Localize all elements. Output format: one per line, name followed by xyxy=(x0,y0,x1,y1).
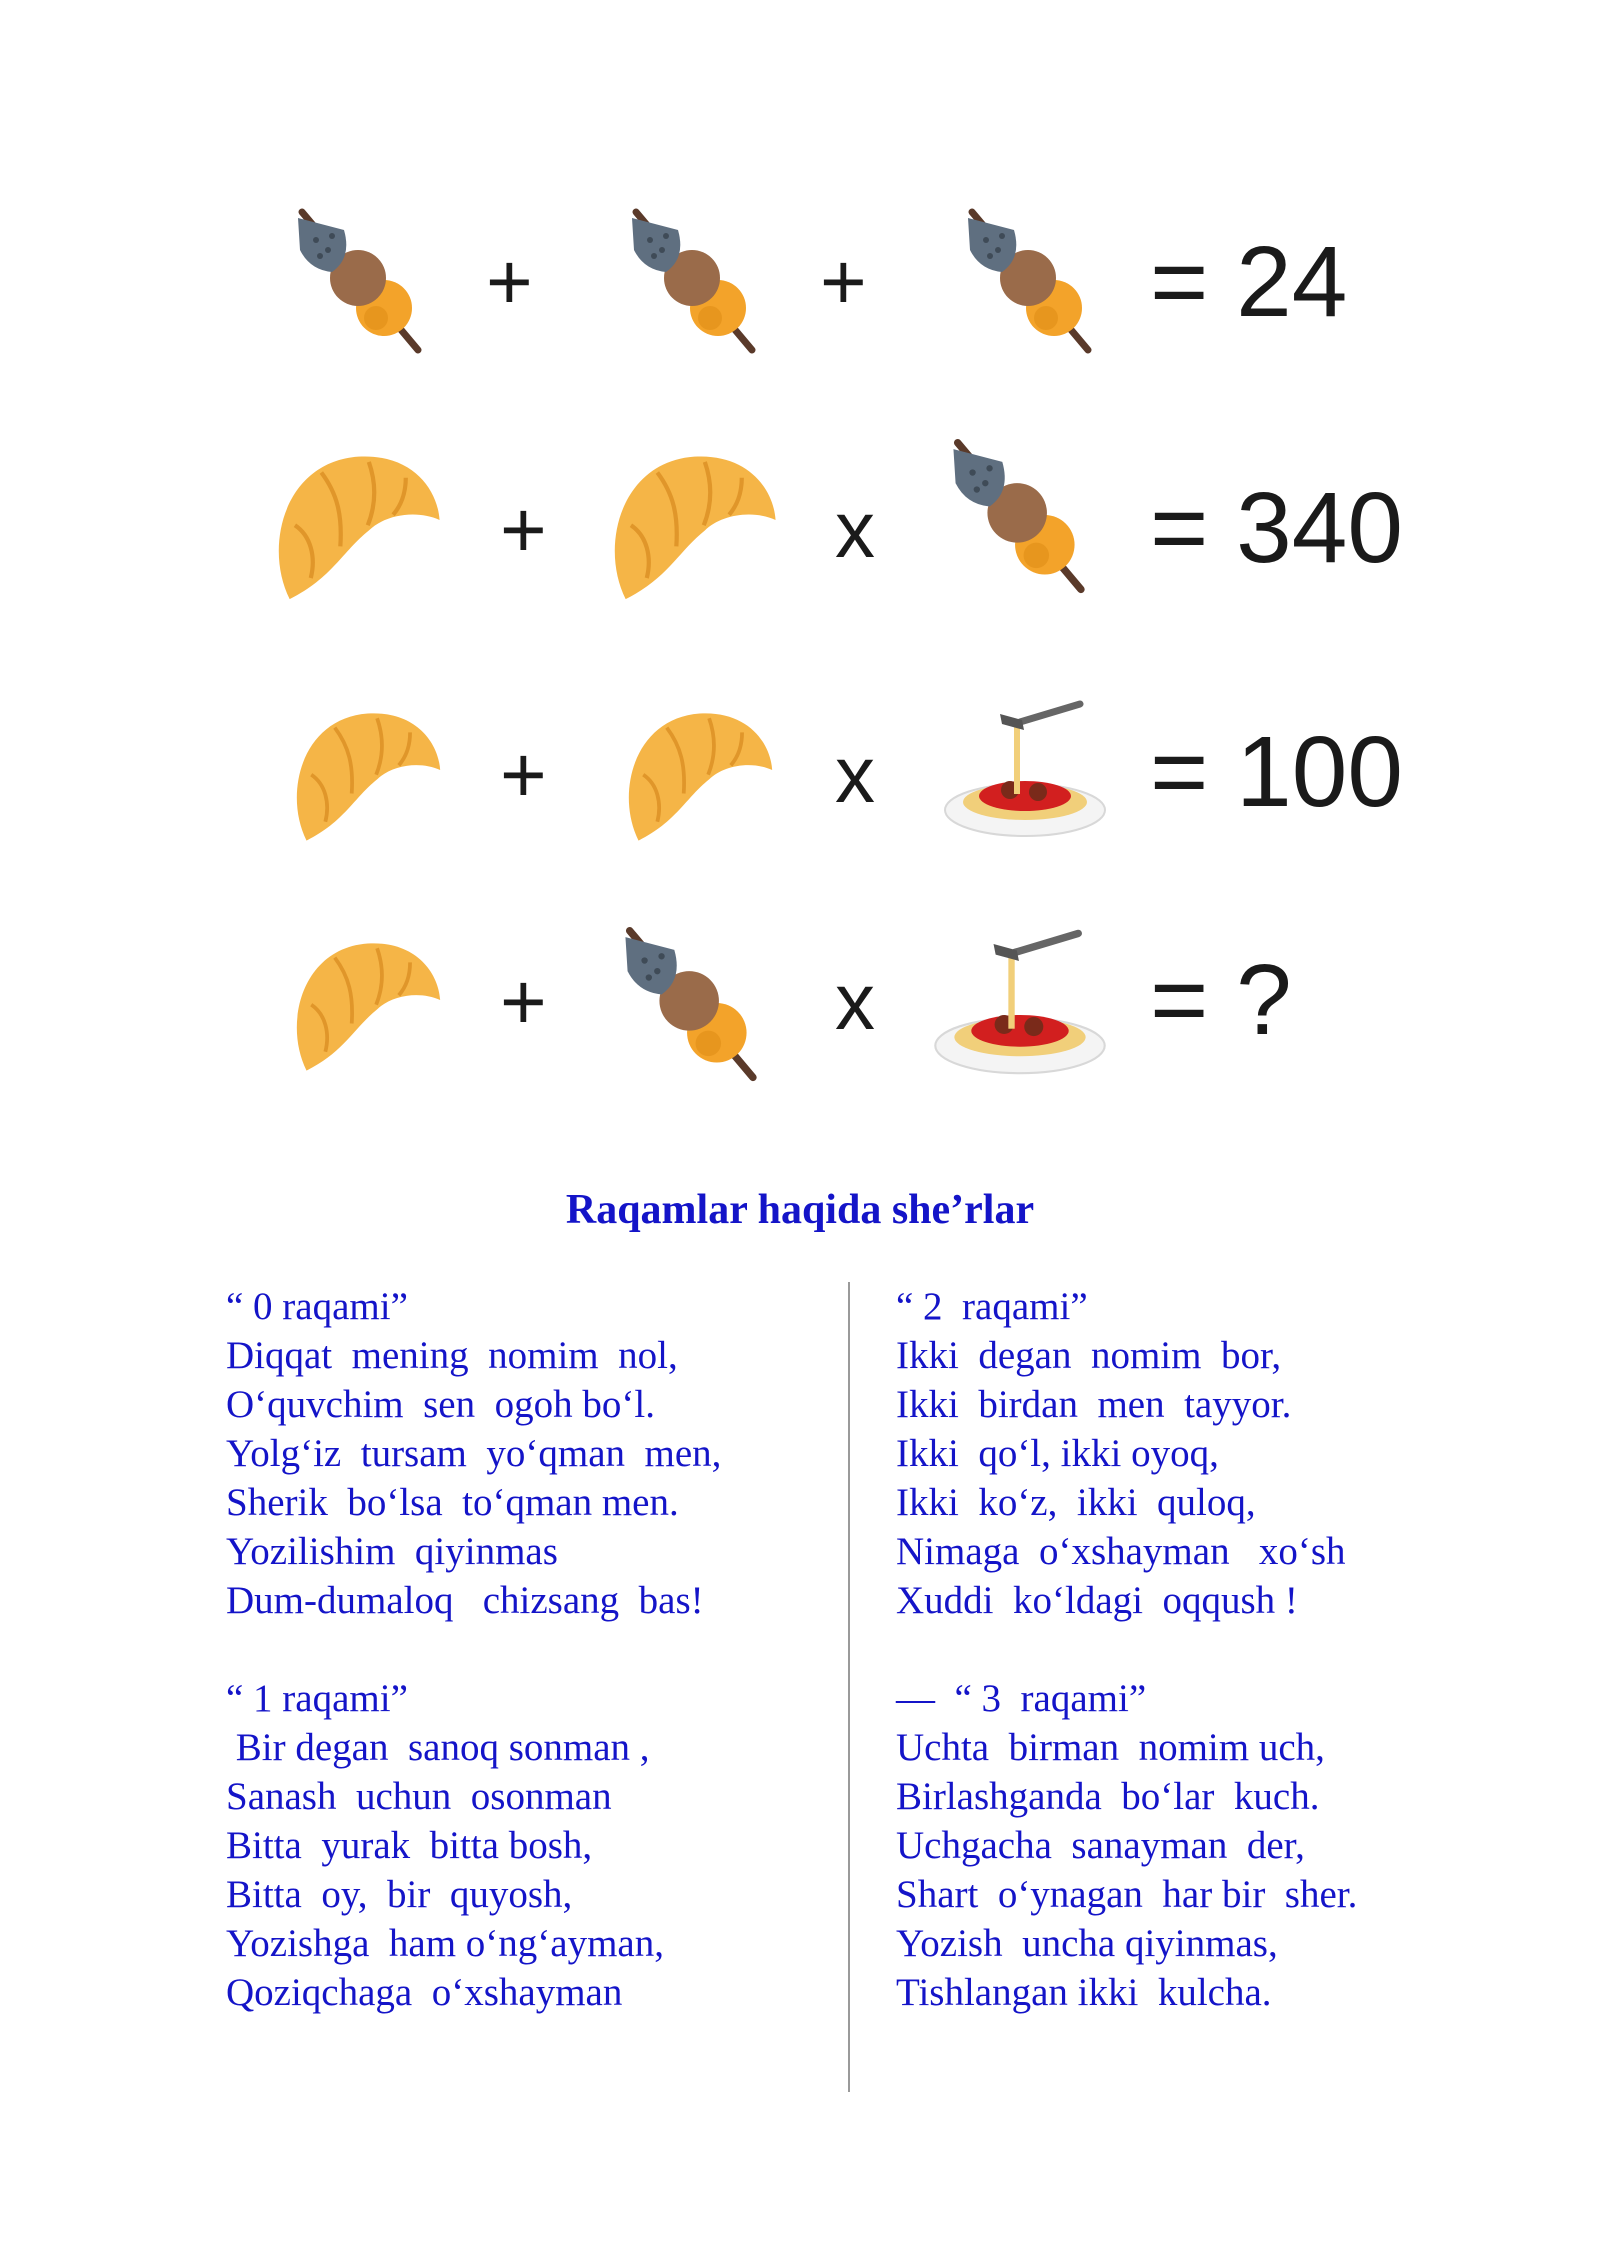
poem-line: Yozish uncha qiyinmas, xyxy=(896,1922,1278,1965)
skewer-icon xyxy=(924,430,1104,600)
equation-result: = 100 xyxy=(1150,716,1404,828)
poem-line: Ikki ko‘z, ikki quloq, xyxy=(896,1481,1256,1524)
poem-line: Yozilishim qiyinmas xyxy=(226,1530,558,1573)
poem-line: Shart o‘ynagan har bir sher. xyxy=(896,1873,1358,1916)
poem-heading: “ 2 raqami” xyxy=(896,1285,1088,1328)
poem-line: Diqqat mening nomim nol, xyxy=(226,1334,678,1377)
operator: x xyxy=(835,957,875,1046)
operator: + xyxy=(486,237,533,326)
poem-heading: “ 0 raqami” xyxy=(226,1285,408,1328)
operator: x xyxy=(835,730,875,819)
equation-result: = 340 xyxy=(1150,472,1404,584)
poem-line: Ikki degan nomim bor, xyxy=(896,1334,1282,1377)
poem-line: Sanash uchun osonman xyxy=(226,1775,612,1818)
operator: + xyxy=(500,485,547,574)
stanza-gap xyxy=(896,1625,1516,1674)
poem-line: Uchgacha sanayman der, xyxy=(896,1824,1305,1867)
poem-line: Nimaga o‘xshayman xo‘sh xyxy=(896,1530,1346,1573)
poem-line: Sherik bo‘lsa to‘qman men. xyxy=(226,1481,679,1524)
skewer-icon xyxy=(940,200,1110,360)
poem-line: O‘quvchim sen ogoh bo‘l. xyxy=(226,1383,655,1426)
stanza-gap xyxy=(226,1625,846,1674)
poem-heading: — “ 3 raqami” xyxy=(896,1677,1147,1720)
operator: + xyxy=(500,730,547,819)
poem-line: Dum-dumaloq chizsang bas! xyxy=(226,1579,704,1622)
page-title: Raqamlar haqida she’rlar xyxy=(565,1187,1035,1233)
poem-line: Xuddi ko‘ldagi oqqush ! xyxy=(896,1579,1298,1622)
poem-line: Qoziqchaga o‘xshayman xyxy=(226,1971,623,2014)
skewer-icon xyxy=(604,200,774,360)
poem-line: Bitta yurak bitta bosh, xyxy=(226,1824,593,1867)
spaghetti-pair-icon xyxy=(930,918,1110,1078)
poem-column-left xyxy=(226,1282,846,2017)
poem-heading: “ 1 raqami” xyxy=(226,1677,408,1720)
poem-line: Yolg‘iz tursam yo‘qman men, xyxy=(226,1432,722,1475)
skewer-icon xyxy=(270,200,440,360)
croissant-pair-icon xyxy=(594,430,784,610)
croissant-icon xyxy=(610,690,780,850)
poem-line: Ikki birdan men tayyor. xyxy=(896,1383,1292,1426)
poem-line: Uchta birman nomim uch, xyxy=(896,1726,1325,1769)
spaghetti-icon xyxy=(940,690,1110,840)
operator: + xyxy=(500,957,547,1046)
equation-result: = 24 xyxy=(1150,226,1348,338)
poem-column-right xyxy=(896,1282,1516,2017)
poem-line: Bitta oy, bir quyosh, xyxy=(226,1873,573,1916)
poem-line: Birlashganda bo‘lar kuch. xyxy=(896,1775,1320,1818)
poem-line: Tishlangan ikki kulcha. xyxy=(896,1971,1272,2014)
skewer-pair-icon xyxy=(596,918,776,1088)
poem-line: Yozishga ham o‘ng‘ayman, xyxy=(226,1922,664,1965)
equation-result: = ? xyxy=(1150,944,1292,1056)
operator: + xyxy=(820,237,867,326)
croissant-pair-icon xyxy=(258,430,448,610)
croissant-icon xyxy=(278,920,448,1080)
poem-line: Bir degan sanoq sonman , xyxy=(226,1726,650,1769)
poem-line: Ikki qo‘l, ikki oyoq, xyxy=(896,1432,1219,1475)
croissant-icon xyxy=(278,690,448,850)
column-divider xyxy=(848,1282,850,2092)
operator: x xyxy=(835,485,875,574)
